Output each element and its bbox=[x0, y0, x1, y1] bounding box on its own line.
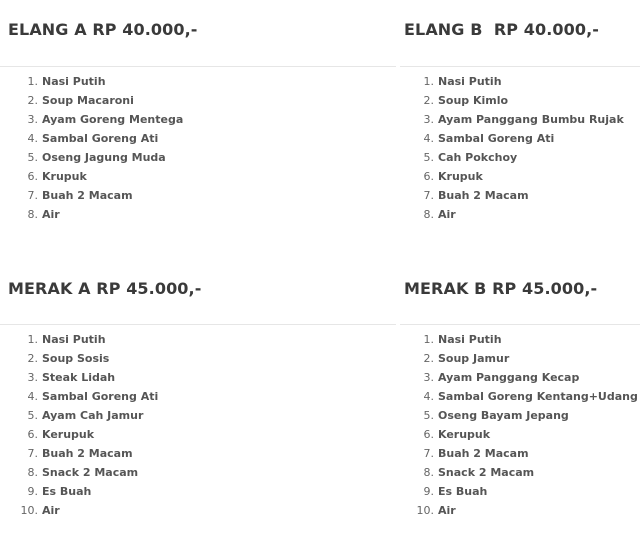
menu-item-label: Nasi Putih bbox=[42, 75, 106, 88]
menu-item-number: 6. bbox=[27, 428, 38, 441]
menu-item-label: Ayam Cah Jamur bbox=[42, 409, 144, 422]
menu-item-label: Soup Jamur bbox=[438, 352, 510, 365]
menu-item bbox=[8, 186, 183, 205]
menu-item-number: 8. bbox=[27, 466, 38, 479]
menu-list bbox=[8, 72, 183, 224]
divider bbox=[0, 66, 396, 67]
menu-item-number: 8. bbox=[423, 208, 434, 221]
menu-item bbox=[8, 205, 183, 224]
menu-item bbox=[8, 148, 183, 167]
package-title: MERAK A RP 45.000,- bbox=[8, 279, 202, 298]
menu-item-label: Nasi Putih bbox=[42, 333, 106, 346]
menu-item-number: 7. bbox=[423, 447, 434, 460]
menu-item bbox=[8, 167, 183, 186]
menu-item bbox=[404, 444, 638, 463]
menu-item bbox=[8, 330, 158, 349]
menu-list bbox=[404, 330, 638, 520]
menu-item-number: 3. bbox=[27, 113, 38, 126]
menu-item-label: Air bbox=[42, 504, 60, 517]
menu-item-label: Steak Lidah bbox=[42, 371, 116, 384]
menu-item bbox=[404, 330, 638, 349]
menu-item-label: Nasi Putih bbox=[438, 75, 502, 88]
menu-item-label: Kerupuk bbox=[438, 428, 491, 441]
menu-item bbox=[404, 463, 638, 482]
menu-item-label: Es Buah bbox=[42, 485, 92, 498]
menu-item-label: Oseng Jagung Muda bbox=[42, 151, 166, 164]
menu-item-label: Es Buah bbox=[438, 485, 488, 498]
menu-item-label: Snack 2 Macam bbox=[42, 466, 139, 479]
package-card-merak-a bbox=[8, 279, 244, 517]
menu-item bbox=[404, 129, 624, 148]
menu-item bbox=[8, 110, 183, 129]
menu-item bbox=[8, 444, 158, 463]
menu-list bbox=[404, 72, 624, 224]
menu-item-label: Sambal Goreng Kentang+Udang bbox=[438, 390, 638, 403]
menu-item-number: 7. bbox=[27, 447, 38, 460]
menu-item bbox=[404, 482, 638, 501]
package-title: MERAK B RP 45.000,- bbox=[404, 279, 598, 298]
divider bbox=[400, 324, 640, 325]
menu-list bbox=[8, 330, 158, 520]
menu-item-number: 2. bbox=[423, 94, 434, 107]
menu-item-number: 1. bbox=[423, 333, 434, 346]
menu-item-number: 10. bbox=[20, 504, 38, 517]
menu-item bbox=[8, 501, 158, 520]
menu-item-label: Kerupuk bbox=[42, 428, 95, 441]
menu-item-label: Sambal Goreng Ati bbox=[42, 132, 159, 145]
menu-item bbox=[8, 425, 158, 444]
menu-item-number: 7. bbox=[423, 189, 434, 202]
menu-item-number: 6. bbox=[27, 170, 38, 183]
menu-item-label: Snack 2 Macam bbox=[438, 466, 535, 479]
menu-item bbox=[404, 406, 638, 425]
menu-item bbox=[8, 387, 158, 406]
menu-item-label: Sambal Goreng Ati bbox=[438, 132, 555, 145]
menu-item-label: Sambal Goreng Ati bbox=[42, 390, 159, 403]
menu-item bbox=[404, 110, 624, 129]
package-card-elang-b bbox=[404, 20, 640, 221]
menu-item-number: 6. bbox=[423, 428, 434, 441]
package-card-elang-a bbox=[8, 20, 244, 221]
menu-item bbox=[404, 387, 638, 406]
menu-item bbox=[8, 349, 158, 368]
menu-item bbox=[8, 91, 183, 110]
menu-item-label: Air bbox=[42, 208, 60, 221]
menu-item-number: 4. bbox=[423, 390, 434, 403]
menu-item-number: 3. bbox=[27, 371, 38, 384]
menu-item-label: Krupuk bbox=[438, 170, 483, 183]
menu-item bbox=[8, 482, 158, 501]
menu-item bbox=[404, 148, 624, 167]
menu-item-number: 7. bbox=[27, 189, 38, 202]
divider bbox=[400, 66, 640, 67]
menu-item-number: 4. bbox=[27, 132, 38, 145]
divider bbox=[0, 324, 396, 325]
package-card-merak-b bbox=[404, 279, 640, 517]
menu-item-label: Soup Kimlo bbox=[438, 94, 509, 107]
menu-item-label: Ayam Panggang Bumbu Rujak bbox=[438, 113, 624, 126]
menu-item bbox=[404, 167, 624, 186]
menu-item bbox=[8, 72, 183, 91]
menu-item bbox=[8, 129, 183, 148]
menu-item-label: Air bbox=[438, 208, 456, 221]
menu-item-number: 5. bbox=[423, 409, 434, 422]
menu-item-label: Ayam Goreng Mentega bbox=[42, 113, 184, 126]
menu-item-number: 3. bbox=[423, 113, 434, 126]
menu-item-label: Cah Pokchoy bbox=[438, 151, 518, 164]
menu-item-number: 2. bbox=[27, 94, 38, 107]
menu-item-label: Soup Sosis bbox=[42, 352, 110, 365]
menu-item bbox=[404, 501, 638, 520]
menu-item-number: 3. bbox=[423, 371, 434, 384]
menu-item-number: 1. bbox=[27, 75, 38, 88]
package-title: ELANG B RP 40.000,- bbox=[404, 20, 600, 39]
menu-item bbox=[404, 72, 624, 91]
menu-item-number: 1. bbox=[423, 75, 434, 88]
menu-item bbox=[404, 186, 624, 205]
menu-item-number: 5. bbox=[27, 151, 38, 164]
menu-item-number: 8. bbox=[27, 208, 38, 221]
menu-item bbox=[8, 368, 158, 387]
package-title: ELANG A RP 40.000,- bbox=[8, 20, 198, 39]
menu-item-label: Buah 2 Macam bbox=[42, 447, 133, 460]
menu-item-label: Oseng Bayam Jepang bbox=[438, 409, 569, 422]
menu-item-number: 9. bbox=[423, 485, 434, 498]
menu-item bbox=[404, 349, 638, 368]
menu-item-label: Ayam Panggang Kecap bbox=[438, 371, 580, 384]
menu-item bbox=[404, 205, 624, 224]
menu-item bbox=[404, 91, 624, 110]
menu-item-number: 4. bbox=[423, 132, 434, 145]
menu-item-number: 5. bbox=[423, 151, 434, 164]
menu-item-label: Air bbox=[438, 504, 456, 517]
menu-item-number: 2. bbox=[27, 352, 38, 365]
menu-item-number: 1. bbox=[27, 333, 38, 346]
menu-item-label: Soup Macaroni bbox=[42, 94, 134, 107]
menu-item-number: 5. bbox=[27, 409, 38, 422]
menu-item-number: 2. bbox=[423, 352, 434, 365]
menu-item-number: 10. bbox=[416, 504, 434, 517]
menu-item bbox=[404, 425, 638, 444]
menu-item-number: 6. bbox=[423, 170, 434, 183]
menu-item-number: 4. bbox=[27, 390, 38, 403]
menu-item bbox=[8, 406, 158, 425]
menu-item-number: 9. bbox=[27, 485, 38, 498]
menu-item-label: Buah 2 Macam bbox=[42, 189, 133, 202]
menu-item bbox=[8, 463, 158, 482]
menu-item-label: Buah 2 Macam bbox=[438, 447, 529, 460]
menu-item bbox=[404, 368, 638, 387]
menu-item-label: Nasi Putih bbox=[438, 333, 502, 346]
menu-item-label: Buah 2 Macam bbox=[438, 189, 529, 202]
menu-item-label: Krupuk bbox=[42, 170, 87, 183]
menu-item-number: 8. bbox=[423, 466, 434, 479]
